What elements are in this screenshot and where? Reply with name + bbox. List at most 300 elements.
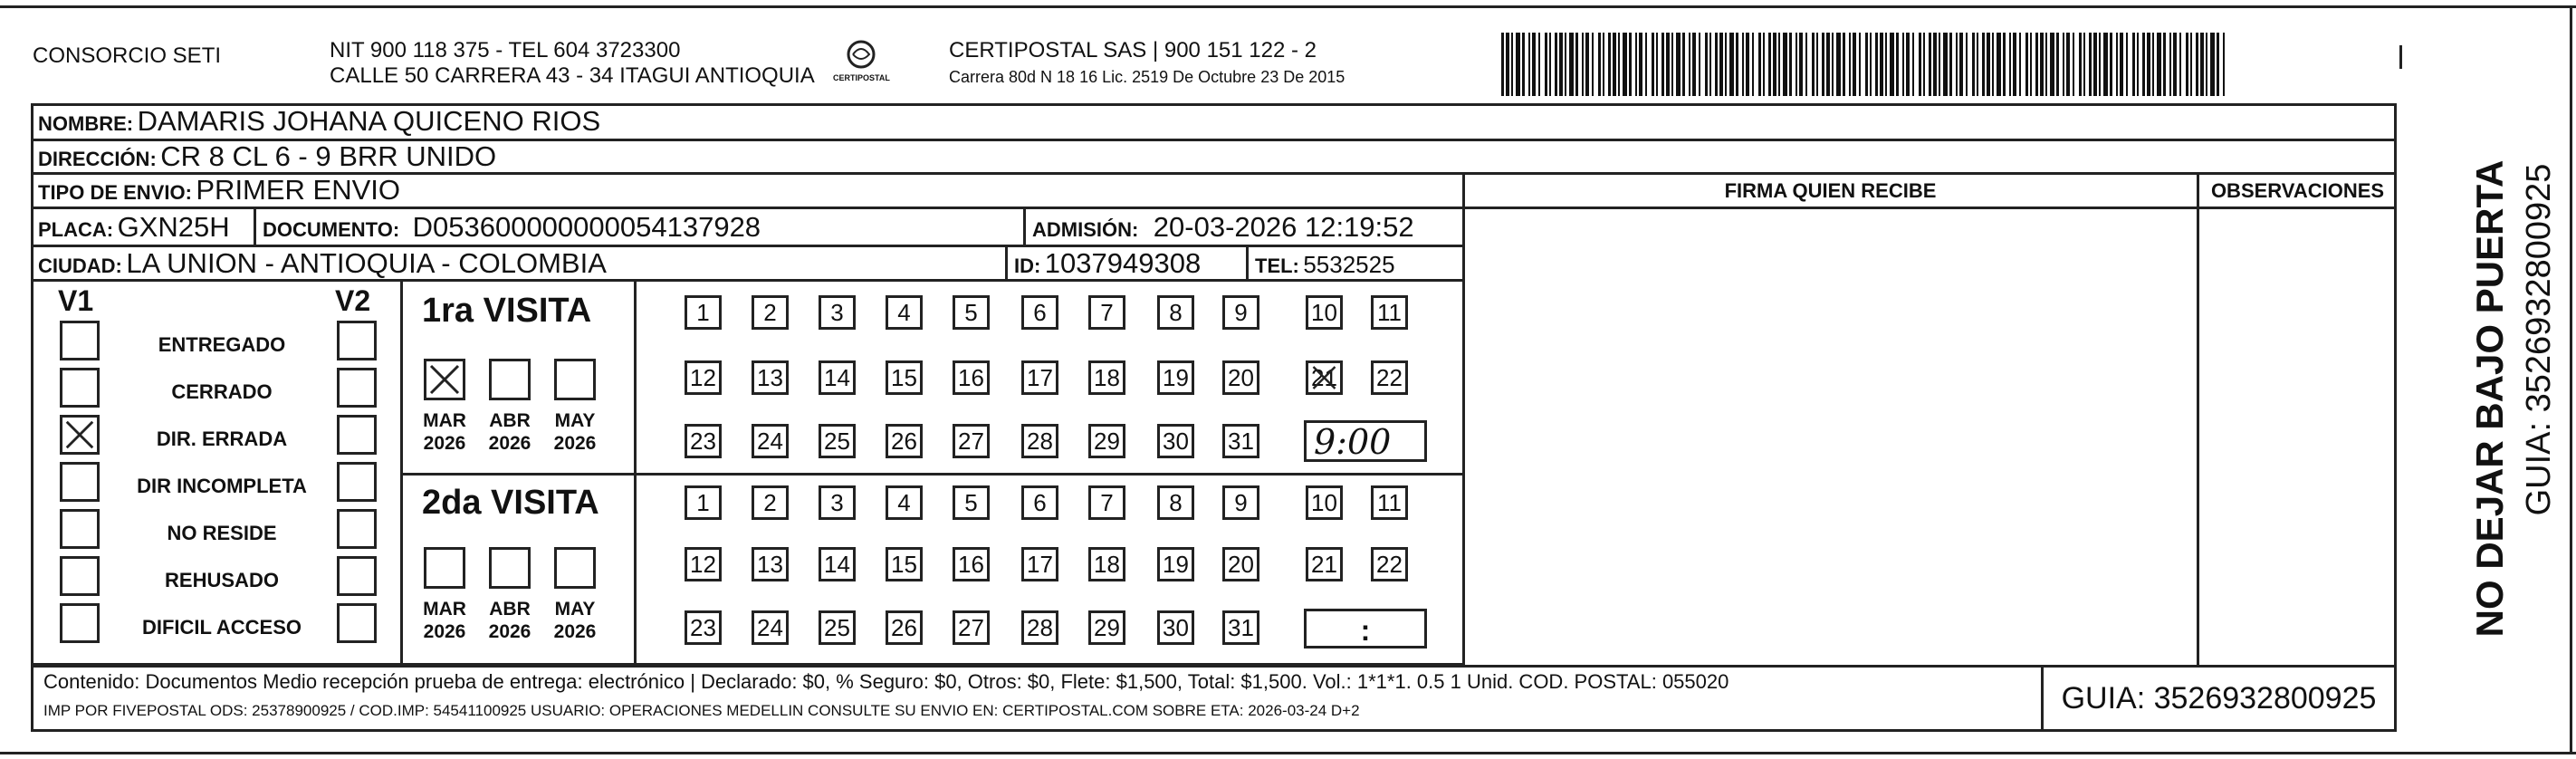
v2-checkbox[interactable]: [337, 321, 377, 360]
visit2-month-checkbox[interactable]: [424, 547, 465, 589]
month-name: MAR: [423, 410, 466, 431]
barcode-bar: [2019, 33, 2021, 96]
visit-divider: [634, 279, 637, 665]
barcode-bar: [1545, 33, 1547, 96]
visit2-day-box[interactable]: 3: [819, 485, 856, 520]
visit1-month-checkbox[interactable]: [424, 359, 465, 400]
visit2-day-box[interactable]: 20: [1222, 547, 1259, 581]
certipostal-logo: [833, 36, 889, 85]
barcode-bar: [1956, 33, 1958, 96]
visit2-day-box[interactable]: 8: [1157, 485, 1194, 520]
month-year: 2026: [423, 433, 466, 455]
visit1-day-box[interactable]: 8: [1157, 295, 1194, 330]
barcode-bar: [1613, 33, 1616, 96]
visit2-day-box[interactable]: 14: [819, 547, 856, 581]
v1-checkbox[interactable]: [60, 415, 100, 455]
v2-checkbox[interactable]: [337, 556, 377, 596]
address-line: CALLE 50 CARRERA 43 - 34 ITAGUI ANTIOQUIA: [330, 63, 815, 88]
barcode-bar: [1692, 33, 1696, 96]
observaciones-left-line: [2197, 172, 2199, 665]
barcode-bar: [1778, 33, 1780, 96]
barcode-bar: [1959, 33, 1963, 96]
barcode-bar: [2200, 33, 2204, 96]
visit2-day-box[interactable]: 22: [1371, 547, 1408, 581]
barcode-bar: [1943, 33, 1948, 96]
barcode-bar: [1511, 33, 1513, 96]
barcode-bar: [1812, 33, 1815, 96]
direccion-value: CR 8 CL 6 - 9 BRR UNIDO: [160, 140, 497, 172]
barcode-bar: [1676, 33, 1681, 96]
v1-checkbox[interactable]: [60, 462, 100, 502]
row-line: [31, 279, 1464, 282]
tel-value: 5532525: [1303, 251, 1395, 278]
visit1-day-box[interactable]: 31: [1222, 424, 1259, 458]
visit2-day-box[interactable]: 4: [886, 485, 923, 520]
visit1-day-box[interactable]: 28: [1021, 424, 1058, 458]
visit2-day-box[interactable]: 26: [886, 610, 923, 645]
barcode-bar: [1618, 33, 1620, 96]
visit1-day-box[interactable]: 3: [819, 295, 856, 330]
admision-value: 20-03-2026 12:19:52: [1153, 211, 1414, 243]
visit2-month-label: [413, 598, 476, 643]
barcode-bar: [2147, 33, 2150, 96]
barcode-bar: [1569, 33, 1574, 96]
barcode-bar: [1699, 33, 1700, 96]
side-warning: NO DEJAR BAJO PUERTA: [2468, 159, 2511, 638]
visit2-day-box[interactable]: 29: [1088, 610, 1125, 645]
visit1-day-box[interactable]: 1: [685, 295, 722, 330]
nit-line: NIT 900 118 375 - TEL 604 3723300: [330, 38, 681, 62]
barcode-bar: [1592, 33, 1594, 96]
barcode-bar: [1799, 33, 1803, 96]
visit2-day-box[interactable]: 21: [1306, 547, 1343, 581]
nombre-value: DAMARIS JOHANA QUICENO RIOS: [137, 105, 601, 137]
barcode-bar: [1796, 33, 1797, 96]
v2-checkbox[interactable]: [337, 368, 377, 408]
barcode-bar: [1865, 33, 1868, 96]
documento-label: DOCUMENTO:: [263, 218, 400, 241]
visit1-day-box[interactable]: 26: [886, 424, 923, 458]
visit1-day-box[interactable]: 11: [1371, 295, 1408, 330]
barcode-bar: [2179, 33, 2181, 96]
barcode-bar: [1826, 33, 1830, 96]
visit1-title: 1ra VISITA: [422, 292, 592, 330]
barcode-bar: [1929, 33, 1931, 96]
visit1-month-checkbox[interactable]: [554, 359, 596, 400]
documento-field: [263, 213, 761, 241]
barcode-bar: [1656, 33, 1658, 96]
barcode-bar: [1870, 33, 1872, 96]
barcode-bar: [1890, 33, 1894, 96]
visit1-day-box[interactable]: 13: [752, 360, 789, 395]
barcode-bar: [1709, 33, 1711, 96]
barcode-bar: [2073, 33, 2074, 96]
nombre-label: NOMBRE:: [38, 112, 134, 135]
barcode-bar: [2030, 33, 2032, 96]
barcode-bar: [2126, 33, 2128, 96]
barcode-bar: [1966, 33, 1968, 96]
company-name: CONSORCIO SETI: [33, 43, 222, 68]
barcode-bar: [1522, 33, 1525, 96]
barcode-bar: [1752, 33, 1754, 96]
tel-label: TEL:: [1255, 255, 1299, 277]
nombre-field: [38, 107, 600, 135]
barcode-bar: [1608, 33, 1611, 96]
barcode-bar: [1836, 33, 1841, 96]
barcode-bar: [1933, 33, 1937, 96]
barcode-bar: [2079, 33, 2082, 96]
visit1-day-box[interactable]: 20: [1222, 360, 1259, 395]
barcode-bar: [1671, 33, 1673, 96]
imp-line: IMP POR FIVEPOSTAL ODS: 25378900925 / COD.IMP: 54541100925 USUARIO: OPERACIONES MEDELLIN CONSULTE SU ENVIO EN: CERTIPOSTAL.COM SOBRE ETA: 2026-03-24 D+2: [43, 702, 1360, 719]
barcode-bar: [1549, 33, 1551, 96]
barcode-bar: [1719, 33, 1723, 96]
v1-checkbox[interactable]: [60, 509, 100, 549]
visit2-day-box[interactable]: 24: [752, 610, 789, 645]
visit2-day-box[interactable]: 9: [1222, 485, 1259, 520]
barcode-bar: [1902, 33, 1904, 96]
barcode-bar: [1725, 33, 1727, 96]
visit2-title: 2da VISITA: [422, 484, 599, 522]
visit1-day-box[interactable]: 2: [752, 295, 789, 330]
visit1-day-box[interactable]: 29: [1088, 424, 1125, 458]
barcode-bar: [1875, 33, 1878, 96]
month-year: 2026: [488, 621, 531, 643]
logo-text: CERTIPOSTAL: [833, 73, 890, 82]
barcode-bar: [2196, 33, 2198, 96]
barcode-bar: [1528, 33, 1530, 96]
barcode-bar: [2217, 33, 2219, 96]
barcode-bar: [2025, 33, 2028, 96]
barcode-bar: [1758, 33, 1761, 96]
barcode-bar: [1768, 33, 1771, 96]
barcode-bar: [1816, 33, 1818, 96]
barcode-bar: [2093, 33, 2097, 96]
barcode-bar: [1742, 33, 1744, 96]
barcode-bar: [1949, 33, 1952, 96]
barcode-bar: [1896, 33, 1899, 96]
barcode-bar: [2040, 33, 2044, 96]
visit2-day-box[interactable]: 25: [819, 610, 856, 645]
visit1-day-box[interactable]: 14: [819, 360, 856, 395]
barcode-bar: [2173, 33, 2177, 96]
barcode-bar: [1822, 33, 1824, 96]
visit2-day-box[interactable]: 1: [685, 485, 722, 520]
visit2-day-box[interactable]: 18: [1088, 547, 1125, 581]
barcode-bar: [1832, 33, 1834, 96]
barcode-bar: [2045, 33, 2047, 96]
visit1-month-label: [413, 409, 476, 455]
barcode-bar: [2120, 33, 2123, 96]
month-name: ABR: [489, 599, 531, 620]
visit2-day-box[interactable]: 23: [685, 610, 722, 645]
visit2-month-checkbox[interactable]: [554, 547, 596, 589]
check-x-mark: [62, 418, 97, 452]
visit2-day-box[interactable]: 10: [1306, 485, 1343, 520]
placa-field: [38, 213, 230, 241]
visit2-time-placeholder: :: [1360, 614, 1371, 647]
visit2-day-box[interactable]: 15: [886, 547, 923, 581]
visit2-month-checkbox[interactable]: [489, 547, 531, 589]
barcode-bar: [2186, 33, 2188, 96]
barcode-bar: [2063, 33, 2064, 96]
visit2-day-box[interactable]: 6: [1021, 485, 1058, 520]
ciudad-label: CIUDAD:: [38, 255, 122, 277]
placa-label: PLACA:: [38, 218, 114, 241]
barcode-bar: [1972, 33, 1975, 96]
v1-checkbox[interactable]: [60, 556, 100, 596]
barcode-bar: [1666, 33, 1670, 96]
visit1-month-label: [478, 409, 541, 455]
barcode-bar: [1555, 33, 1557, 96]
top-edge-line: [0, 5, 2576, 8]
barcode-bar: [1661, 33, 1664, 96]
visit2-day-box[interactable]: 30: [1157, 610, 1194, 645]
admision-field: [1032, 213, 1414, 241]
barcode-bar: [2190, 33, 2192, 96]
visit1-day-box[interactable]: 7: [1088, 295, 1125, 330]
visit2-month-label: [543, 598, 607, 643]
barcode-bar: [1652, 33, 1654, 96]
barcode-bar: [2142, 33, 2145, 96]
barcode-bar: [1987, 33, 1990, 96]
barcode-bar: [1575, 33, 1578, 96]
barcode-bar: [1939, 33, 1940, 96]
visit1-day-box[interactable]: 10: [1306, 295, 1343, 330]
visit1-day-box[interactable]: 25: [819, 424, 856, 458]
visit1-day-box[interactable]: 4: [886, 295, 923, 330]
barcode-bar: [2152, 33, 2154, 96]
barcode-bar: [1623, 33, 1627, 96]
visit1-day-box[interactable]: 21: [1306, 360, 1343, 395]
v1-label: V1: [58, 284, 94, 317]
v2-checkbox[interactable]: [337, 415, 377, 455]
ciudad-value: LA UNION - ANTIOQUIA - COLOMBIA: [126, 247, 607, 279]
barcode-bar: [1997, 33, 2001, 96]
visit2-day-box[interactable]: 12: [685, 547, 722, 581]
column-header-bottom: [1464, 207, 2397, 209]
tipo-value: PRIMER ENVIO: [196, 174, 401, 206]
month-name: MAY: [554, 599, 596, 620]
barcode-bar: [1501, 33, 1504, 96]
visit1-time-value: 9:00: [1314, 422, 1392, 462]
month-name: MAR: [423, 599, 466, 620]
barcode-bar: [2169, 33, 2171, 96]
visit1-day-box[interactable]: 23: [685, 424, 722, 458]
barcode-bar: [1582, 33, 1584, 96]
visit2-day-box[interactable]: 2: [752, 485, 789, 520]
barcode-bar: [1506, 33, 1509, 96]
status-label: DIR. ERRADA: [156, 428, 288, 450]
barcode-bar: [1763, 33, 1765, 96]
barcode-bar: [2132, 33, 2135, 96]
barcode-bar: [1880, 33, 1883, 96]
barcode-bar: [1629, 33, 1632, 96]
barcode-bar: [2066, 33, 2070, 96]
barcode-bar: [2035, 33, 2038, 96]
barcode-bar: [1912, 33, 1914, 96]
barcode-bar: [2137, 33, 2139, 96]
barcode-bar: [2009, 33, 2011, 96]
barcode-bar: [1635, 33, 1637, 96]
tel-divider: [1246, 245, 1249, 279]
v1-checkbox[interactable]: [60, 368, 100, 408]
month-year: 2026: [488, 433, 531, 455]
check-x-mark: [1308, 363, 1340, 392]
barcode-bar: [1849, 33, 1851, 96]
visit2-month-label: [478, 598, 541, 643]
visit1-day-box[interactable]: 17: [1021, 360, 1058, 395]
barcode-bar: [1843, 33, 1845, 96]
certipostal-line: CERTIPOSTAL SAS | 900 151 122 - 2: [949, 38, 1317, 62]
v2-checkbox[interactable]: [337, 509, 377, 549]
barcode-bar: [1603, 33, 1604, 96]
visit2-day-box[interactable]: 7: [1088, 485, 1125, 520]
visit1-day-box[interactable]: 30: [1157, 424, 1194, 458]
barcode-bar: [1773, 33, 1776, 96]
visit1-day-box[interactable]: 15: [886, 360, 923, 395]
visit1-month-checkbox[interactable]: [489, 359, 531, 400]
barcode-bar: [2210, 33, 2215, 96]
column-header-line: [1464, 172, 2397, 175]
barcode-bar: [1919, 33, 1921, 96]
observaciones-header: OBSERVACIONES: [2210, 179, 2385, 202]
barcode-bar: [1853, 33, 1856, 96]
visit1-day-box[interactable]: 18: [1088, 360, 1125, 395]
v1-checkbox[interactable]: [60, 603, 100, 643]
visit1-month-label: [543, 409, 607, 455]
barcode-bar: [2223, 33, 2225, 96]
visit1-time-box: [1304, 420, 1427, 462]
side-guia: GUIA: 3526932800925: [2520, 163, 2558, 516]
visit1-day-box[interactable]: 27: [953, 424, 990, 458]
barcode-bar: [1859, 33, 1861, 96]
month-year: 2026: [423, 621, 466, 643]
barcode-bar: [2089, 33, 2092, 96]
tipo-label: TIPO DE ENVIO:: [38, 181, 192, 204]
barcode-bar: [1516, 33, 1520, 96]
barcode-bar: [1559, 33, 1563, 96]
visit2-day-box[interactable]: 31: [1222, 610, 1259, 645]
visit1-day-box[interactable]: 24: [752, 424, 789, 458]
tel-field: [1255, 253, 1395, 276]
barcode-bar: [1705, 33, 1708, 96]
firma-header: FIRMA QUIEN RECIBE: [1724, 179, 1937, 202]
check-x-mark: [426, 361, 463, 398]
header-tick: [2399, 45, 2402, 69]
barcode-bar: [1565, 33, 1566, 96]
visit2-day-box[interactable]: 28: [1021, 610, 1058, 645]
barcode-bar: [2157, 33, 2161, 96]
barcode-bar: [1736, 33, 1738, 96]
barcode-bar: [2163, 33, 2166, 96]
row-line: [31, 207, 1464, 209]
id-label: ID:: [1014, 255, 1041, 277]
status-label: DIR INCOMPLETA: [137, 475, 307, 497]
barcode-bar: [1992, 33, 1994, 96]
visit2-time-box: [1304, 609, 1427, 649]
visit2-day-box[interactable]: 17: [1021, 547, 1058, 581]
id-divider: [1005, 245, 1008, 279]
direccion-field: [38, 142, 496, 170]
status-divider: [400, 279, 403, 665]
barcode-bar: [1645, 33, 1647, 96]
v2-label: V2: [335, 284, 371, 317]
barcode-bar: [1885, 33, 1887, 96]
visit2-day-box[interactable]: 11: [1371, 485, 1408, 520]
v1-checkbox[interactable]: [60, 321, 100, 360]
visit1-day-box[interactable]: 16: [953, 360, 990, 395]
right-edge-line: [2570, 5, 2572, 754]
footer-guia: GUIA: 3526932800925: [2061, 681, 2377, 716]
visit1-day-box[interactable]: 19: [1157, 360, 1194, 395]
barcode-bar: [2003, 33, 2006, 96]
visit2-day-box[interactable]: 19: [1157, 547, 1194, 581]
visit1-day-box[interactable]: 6: [1021, 295, 1058, 330]
barcode-bar: [1906, 33, 1910, 96]
admision-label: ADMISIÓN:: [1032, 218, 1139, 241]
barcode-bar: [1538, 33, 1540, 96]
barcode-bar: [1729, 33, 1734, 96]
placa-value: GXN25H: [117, 211, 230, 243]
barcode-bar: [1982, 33, 1985, 96]
barcode-bar: [1923, 33, 1925, 96]
month-name: ABR: [489, 410, 531, 431]
barcode-bar: [2103, 33, 2108, 96]
firma-left-line: [1462, 172, 1465, 665]
barcode-bar: [2116, 33, 2118, 96]
barcode-bar: [2206, 33, 2207, 96]
id-field: [1014, 249, 1201, 277]
visit2-day-box[interactable]: 13: [752, 547, 789, 581]
visit2-day-box[interactable]: 27: [953, 610, 990, 645]
v2-checkbox[interactable]: [337, 603, 377, 643]
barcode-bar: [2013, 33, 2016, 96]
barcode-bar: [2110, 33, 2112, 96]
barcode-bar: [1746, 33, 1749, 96]
status-label: REHUSADO: [165, 569, 279, 591]
v2-checkbox[interactable]: [337, 462, 377, 502]
barcode-bar: [1598, 33, 1601, 96]
barcode-bar: [1639, 33, 1642, 96]
ciudad-field: [38, 249, 607, 277]
status-label: ENTREGADO: [158, 333, 286, 356]
month-year: 2026: [553, 433, 597, 455]
tipo-field: [38, 176, 400, 204]
barcode-bar: [1532, 33, 1536, 96]
visit2-day-box[interactable]: 16: [953, 547, 990, 581]
month-year: 2026: [553, 621, 597, 643]
month-name: MAY: [554, 410, 596, 431]
status-label: DIFICIL ACCESO: [141, 616, 302, 639]
barcode-bar: [1805, 33, 1807, 96]
status-label: NO RESIDE: [167, 522, 277, 544]
visit2-day-box[interactable]: 5: [953, 485, 990, 520]
barcode-bar: [1689, 33, 1690, 96]
barcode-bar: [1783, 33, 1787, 96]
visit1-day-box[interactable]: 9: [1222, 295, 1259, 330]
id-value: 1037949308: [1044, 247, 1202, 279]
barcode-bar: [2050, 33, 2054, 96]
visit1-day-box[interactable]: 5: [953, 295, 990, 330]
visit1-day-box[interactable]: 22: [1371, 360, 1408, 395]
bottom-edge-line: [0, 752, 2576, 754]
barcode-bar: [1585, 33, 1589, 96]
barcode-bar: [1977, 33, 1978, 96]
visit1-day-box[interactable]: 12: [685, 360, 722, 395]
barcode-bar: [1789, 33, 1792, 96]
status-label: CERRADO: [171, 380, 273, 403]
